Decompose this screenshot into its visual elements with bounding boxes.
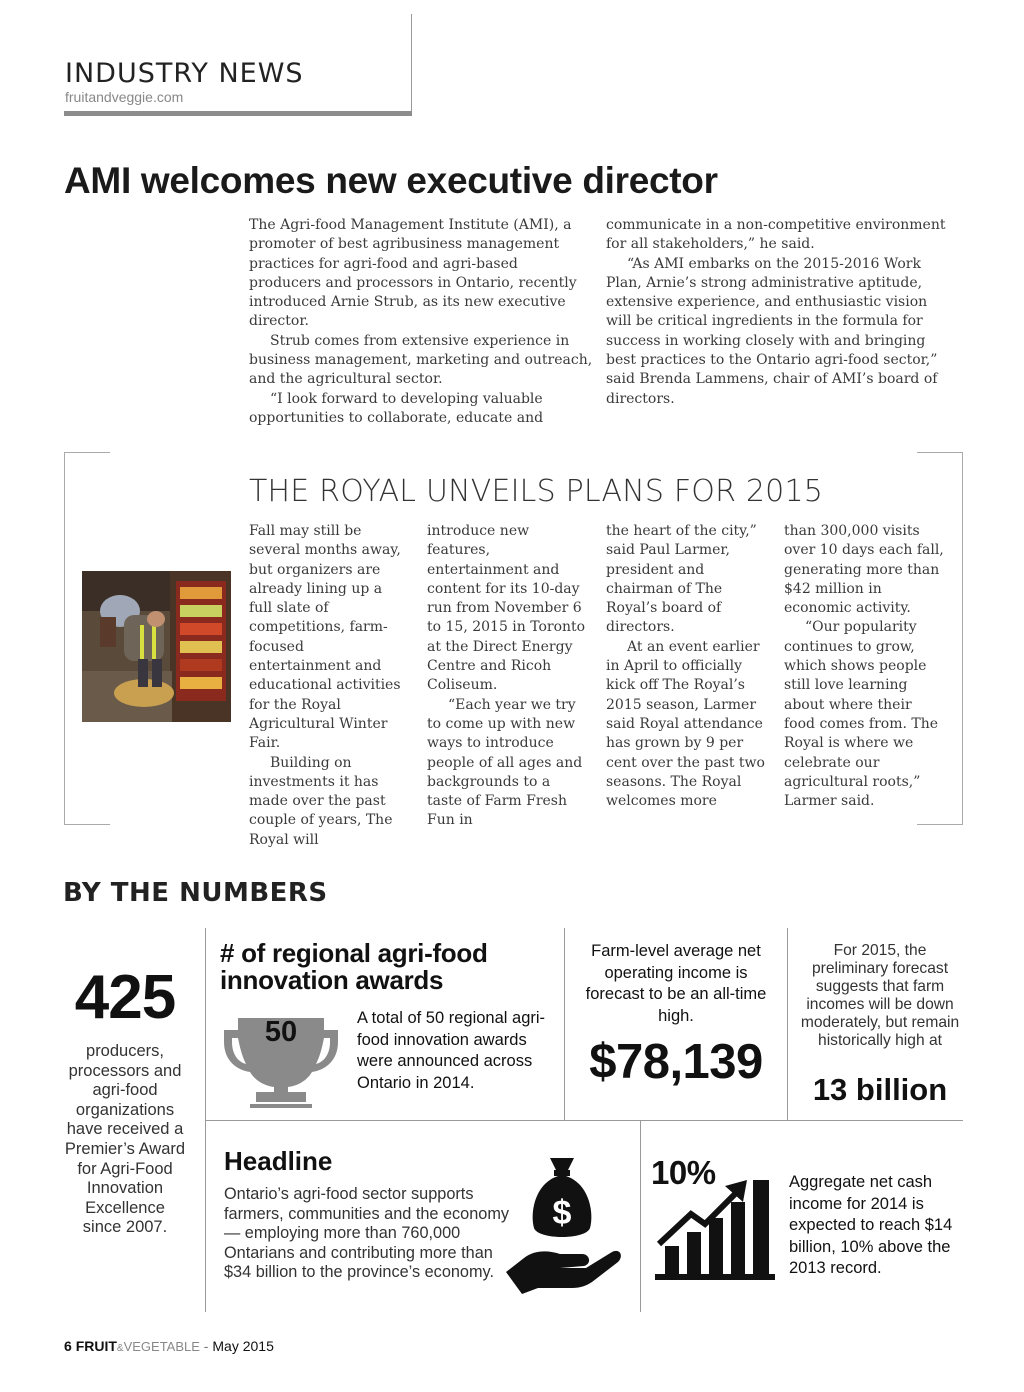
by-the-numbers-title: BY THE NUMBERS <box>63 878 328 908</box>
issue-date: May 2015 <box>212 1338 274 1354</box>
paragraph: introduce new features, entertainment and content for its 10-day run from November 6 to 15, 2015 in Toronto at the Direct Energy Centre and Ricoh Coliseum. <box>427 523 586 694</box>
grid-divider <box>564 928 565 1120</box>
stat-425-caption: producers, processors and agri-food organizations have received a Premier’s Award for Agri-Food Innovation Excellence since 2007. <box>64 1042 186 1237</box>
header-rule <box>64 111 412 116</box>
article-headline-royal: THE ROYAL UNVEILS PLANS FOR 2015 <box>249 474 824 509</box>
aggregate-percent: 10% <box>651 1154 716 1191</box>
paragraph: “Our popularity continues to grow, which shows people still love learning about where their food comes from. The Royal is where we celebrate our agricultural roots,” Larmer said. <box>784 619 939 810</box>
farm-income-text: Farm-level average net operating income is forecast to be an all-time high. <box>585 942 767 1025</box>
headline-box-title: Headline <box>224 1146 333 1176</box>
section-label: INDUSTRY NEWS <box>65 58 304 89</box>
money-bag-hand-icon <box>504 1154 622 1294</box>
royal-fair-photo <box>82 571 231 722</box>
magazine-name-a: FRUIT <box>75 1338 117 1354</box>
article-headline-ami: AMI welcomes new executive director <box>64 160 718 201</box>
forecast-value: 13 billion <box>812 1072 948 1107</box>
article-royal-col-3 <box>606 522 766 811</box>
grid-divider <box>640 1120 641 1312</box>
paragraph: “Each year we try to come up with new ways to introduce people of all ages and backgrounds to a taste of Farm Fresh Fun in <box>427 696 583 829</box>
aggregate-text: Aggregate net cash income for 2014 is expected to reach $14 billion, 10% above the 2013 record. <box>789 1173 953 1277</box>
frame-tick <box>917 824 963 825</box>
paragraph: “As AMI embarks on the 2015-2016 Work Plan, Arnie’s strong administrative aptitude, extensive experience, and enthusiastic vision will be critical ingredients in the formula for success in working closely with and bringing best practices to the Ontario agri-food sector,” said Brenda Lammens, chair of AMI’s board of directors. <box>606 255 938 407</box>
article-ami-col-right <box>606 216 951 409</box>
paragraph: The Agri-food Management Institute (AMI), a promoter of best agribusiness management practices for agri-food and agri-based producers and processors in Ontario, recently introduced Arnie Strub, as its new executive director. <box>249 217 577 330</box>
stat-425-value: 425 <box>74 963 176 1032</box>
headline-box-text: Ontario’s agri-food sector supports farmers, communities and the economy — employing more than 760,000 Ontarians and contributing more than $34 billion to the province’s economy. <box>224 1185 510 1282</box>
page-number: 6 <box>64 1338 72 1354</box>
magazine-name-b: VEGETABLE <box>123 1339 200 1354</box>
awards-text: A total of 50 regional agri-food innovation awards were announced across Ontario in 2014. <box>357 1009 546 1092</box>
paragraph: Building on investments it has made over the past couple of years, The Royal will <box>249 754 393 848</box>
trophy-icon <box>220 1012 342 1108</box>
farm-income-value: $78,139 <box>589 1035 763 1089</box>
trophy-number: 50 <box>264 1016 298 1048</box>
awards-title: # of regional agri-food innovation awards <box>220 938 488 995</box>
frame-tick <box>917 452 963 453</box>
page-footer <box>64 1338 274 1354</box>
paragraph: than 300,000 visits over 10 days each fall, generating more than $42 million in economic activity. <box>784 523 944 617</box>
grid-divider <box>205 1120 963 1121</box>
article-royal-col-4 <box>784 522 944 811</box>
section-header <box>64 14 412 116</box>
paragraph: Strub comes from extensive experience in business management, marketing and outreach, and the agricultural sector. <box>249 332 593 388</box>
paragraph: the heart of the city,” said Paul Larmer, president and chairman of The Royal’s board of directors. <box>606 523 757 636</box>
paragraph: At an event earlier in April to officially kick off The Royal’s 2015 season, Larmer said Royal attendance has grown by 9 per cent over the past two seasons. The Royal welcomes more <box>606 638 765 810</box>
paragraph: “I look forward to developing valuable opportunities to collaborate, educate and <box>249 390 544 426</box>
grid-divider <box>787 928 788 1120</box>
article-royal-col-2 <box>427 522 587 831</box>
magazine-amp: & <box>116 1343 124 1354</box>
article-ami-col-left <box>249 216 594 428</box>
paragraph: Fall may still be several months away, but organizers are already lining up a full slate of competitions, farm-focused entertainment and educational activities for the Royal Agricultural Winter Fair. <box>249 523 401 752</box>
frame-tick <box>64 824 110 825</box>
paragraph: communicate in a non-competitive environment for all stakeholders,” he said. <box>606 217 946 253</box>
article-royal-col-1 <box>249 522 409 850</box>
svg-text:$: $ <box>552 1194 572 1232</box>
frame-tick <box>64 452 110 453</box>
footer-separator: - <box>199 1338 213 1354</box>
section-url[interactable]: fruitandveggie.com <box>65 89 184 105</box>
forecast-text: For 2015, the preliminary forecast suggests that farm incomes will be down moderately, but remain historically high at <box>800 942 960 1049</box>
